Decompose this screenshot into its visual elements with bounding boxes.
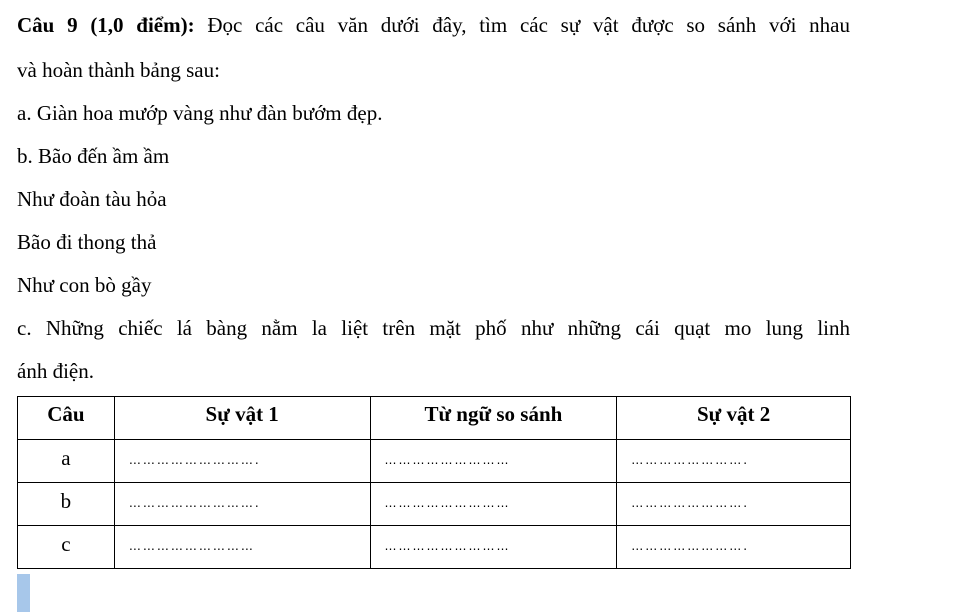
answer-blank-tu-ngu[interactable]: [370, 440, 617, 483]
dotted-blank: …………………….: [631, 539, 750, 553]
comparison-table: [17, 396, 851, 569]
sentence-b-line-3: Bão đi thong thả: [17, 230, 157, 254]
dotted-blank: ……………………….: [128, 453, 261, 467]
dotted-blank: ………………………: [128, 539, 255, 553]
answer-blank-su-vat-1[interactable]: [114, 440, 370, 483]
sentence-c-line-1: c. Những chiếc lá bàng nằm la liệt trên mặt phố như những cái quạt mo lung linh: [17, 316, 850, 340]
sentence-a: a. Giàn hoa mướp vàng như đàn bướm đẹp.: [17, 101, 383, 125]
dotted-blank: ……………………….: [128, 496, 261, 510]
table-header-row: [18, 397, 851, 440]
header-su-vat-1: Sự vật 1: [114, 397, 370, 440]
text-selection-cursor: [17, 574, 30, 612]
dotted-blank: ………………………: [384, 496, 511, 510]
header-cau: Câu: [18, 397, 115, 440]
question-instruction: Đọc các câu văn dưới đây, tìm các sự vật được so sánh với nhau: [207, 13, 851, 37]
header-su-vat-2: Sự vật 2: [617, 397, 851, 440]
question-number: Câu 9 (1,0 điểm):: [17, 13, 195, 37]
dotted-blank: ………………………: [384, 539, 511, 553]
sentence-b-line-1: b. Bão đến ầm ầm: [17, 144, 170, 168]
dotted-blank: …………………….: [631, 496, 750, 510]
sentence-c-line-2: ánh điện.: [17, 359, 94, 383]
table-row: [18, 483, 851, 526]
sentence-b-line-4: Như con bò gầy: [17, 273, 152, 297]
question-line-1: [17, 11, 850, 39]
answer-blank-tu-ngu[interactable]: [370, 526, 617, 569]
table-row: [18, 440, 851, 483]
answer-blank-su-vat-1[interactable]: [114, 526, 370, 569]
sentence-b-line-2: Như đoàn tàu hỏa: [17, 187, 167, 211]
table-row: [18, 526, 851, 569]
header-tu-ngu-so-sanh: Từ ngữ so sánh: [370, 397, 617, 440]
row-label: c: [18, 526, 115, 569]
dotted-blank: …………………….: [631, 453, 750, 467]
answer-blank-su-vat-2[interactable]: [617, 440, 851, 483]
answer-blank-su-vat-2[interactable]: [617, 483, 851, 526]
row-label: b: [18, 483, 115, 526]
answer-blank-su-vat-1[interactable]: [114, 483, 370, 526]
row-label: a: [18, 440, 115, 483]
question-line-2: và hoàn thành bảng sau:: [17, 58, 220, 82]
dotted-blank: ………………………: [384, 453, 511, 467]
answer-blank-tu-ngu[interactable]: [370, 483, 617, 526]
answer-blank-su-vat-2[interactable]: [617, 526, 851, 569]
